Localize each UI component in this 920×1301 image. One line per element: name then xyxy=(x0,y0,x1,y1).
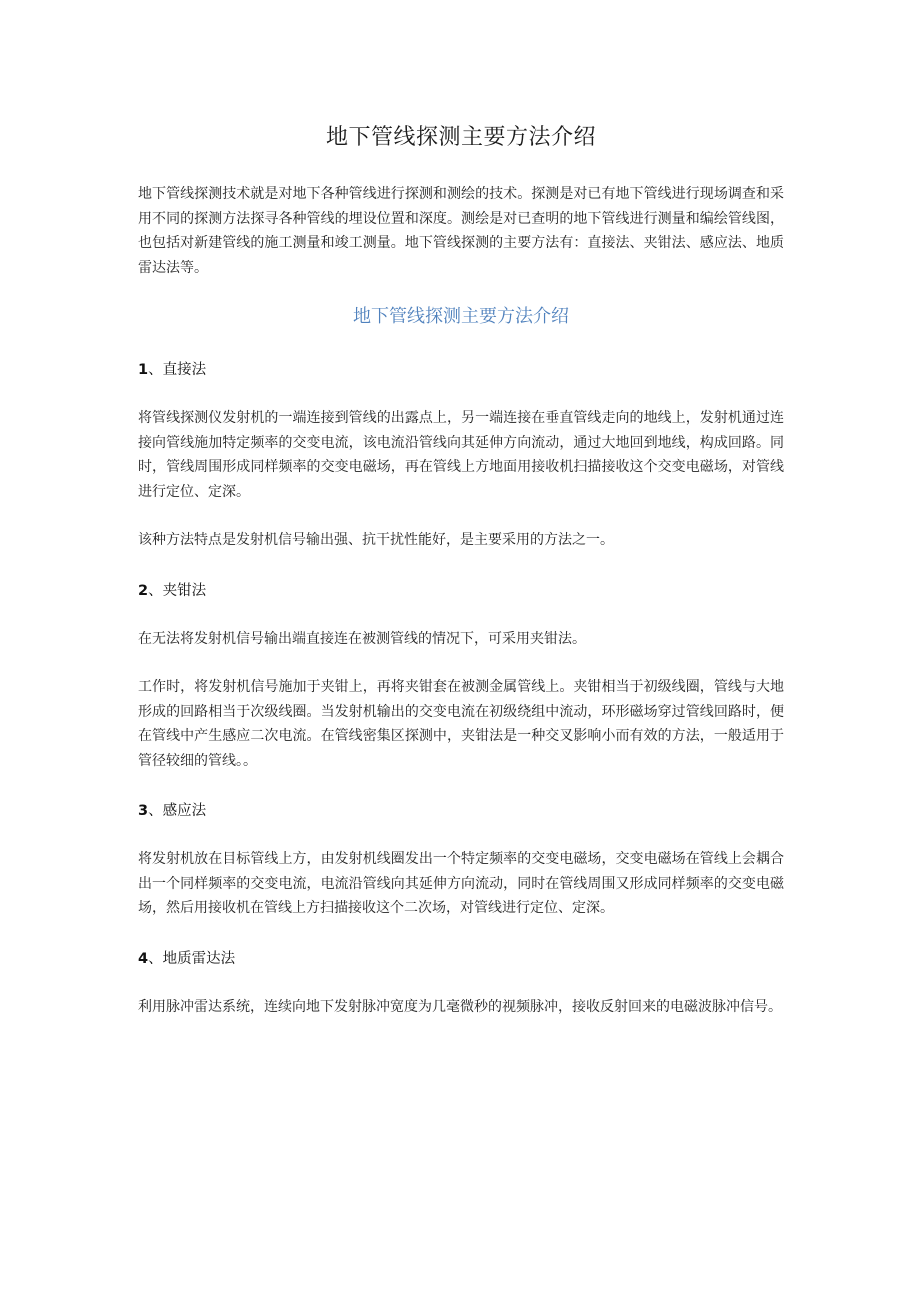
section-subtitle: 地下管线探测主要方法介绍 xyxy=(353,306,569,327)
section-name: 、夹钳法 xyxy=(148,582,207,599)
section-number: 4 xyxy=(138,950,149,967)
section-paragraph: 将发射机放在目标管线上方，由发射机线圈发出一个特定频率的交变电磁场，交变电磁场在管线上会耦合出一个同样频率的交变电流，电流沿管线向其延伸方向流动，同时在管线周围又形成同样频率的交变电磁场，然后用接收机在管线上方扫描接收这个二次场，对管线进行定位、定深。 xyxy=(138,851,784,916)
section-heading-gpr xyxy=(138,947,784,971)
section-paragraph: 该种方法特点是发射机信号输出强、抗干扰性能好，是主要采用的方法之一。 xyxy=(138,532,614,548)
section-heading-direct xyxy=(138,358,784,382)
section-paragraph: 将管线探测仪发射机的一端连接到管线的出露点上，另一端连接在垂直管线走向的地线上，发射机通过连接向管线施加特定频率的交变电流，该电流沿管线向其延伸方向流动，通过大地回到地线，构成回路。同时，管线周围形成同样频率的交变电磁场，再在管线上方地面用接收机扫描接收这个交变电磁场，对管线进行定位、定深。 xyxy=(138,410,784,500)
section-heading-induction xyxy=(138,799,784,823)
section-number: 2 xyxy=(138,582,149,599)
section-paragraph: 在无法将发射机信号输出端直接连在被测管线的情况下，可采用夹钳法。 xyxy=(138,630,586,647)
section-paragraph: 利用脉冲雷达系统，连续向地下发射脉冲宽度为几毫微秒的视频脉冲，接收反射回来的电磁波脉冲信号。 xyxy=(138,998,782,1015)
section-number: 3 xyxy=(138,803,149,819)
section-name: 、直接法 xyxy=(148,362,207,378)
document-body xyxy=(138,120,784,1019)
section-name: 、感应法 xyxy=(148,803,207,819)
document-title: 地下管线探测主要方法介绍 xyxy=(325,125,596,150)
section-paragraph: 工作时，将发射机信号施加于夹钳上，再将夹钳套在被测金属管线上。夹钳相当于初级线圈，管线与大地形成的回路相当于次级线圈。当发射机输出的交变电流在初级绕组中流动，环形磁场穿过管线回路时，便在管线中产生感应二次电流。在管线密集区探测中，夹钳法是一种交叉影响小而有效的方法，一般适用于管径较细的管线。。 xyxy=(138,679,784,769)
section-heading-clamp xyxy=(138,579,784,603)
section-name: 、地质雷达法 xyxy=(148,950,236,967)
section-number: 1 xyxy=(138,362,149,378)
intro-paragraph: 地下管线探测技术就是对地下各种管线进行探测和测绘的技术。探测是对已有地下管线进行现场调查和采用不同的探测方法探寻各种管线的埋设位置和深度。测绘是对已查明的地下管线进行测量和编绘管线图，也包括对新建管线的施工测量和竣工测量。地下管线探测的主要方法有：直接法、夹钳法、感应法、地质雷达法等。 xyxy=(138,186,784,276)
